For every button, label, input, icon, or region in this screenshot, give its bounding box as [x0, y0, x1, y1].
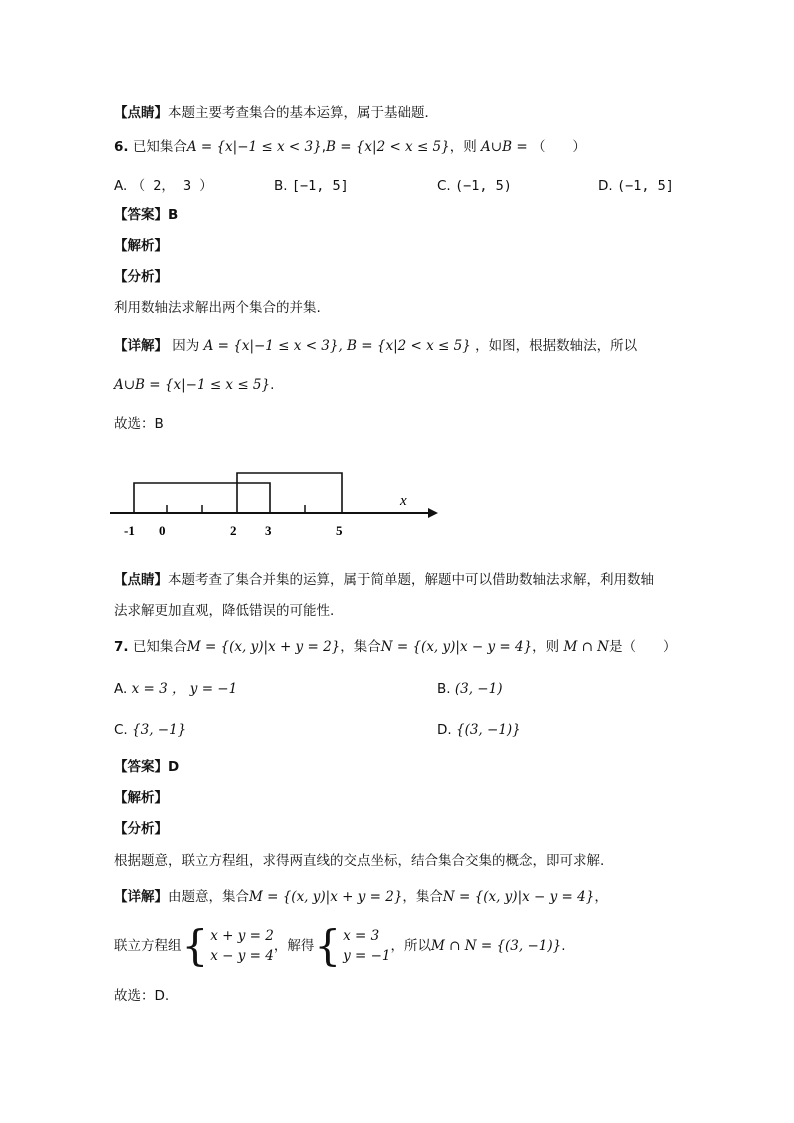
- left-brace-1: {: [181, 921, 209, 970]
- xiangjie-prefix: 由题意，集合: [168, 889, 249, 905]
- q6-guxuan: 故选：B: [114, 416, 164, 432]
- solution-system: [341, 926, 390, 966]
- dianjing-text: 本题主要考查集合的基本运算，属于基础题．: [168, 105, 438, 121]
- option-letter: B.: [274, 178, 288, 194]
- q6-fenxi-text: 利用数轴法求解出两个集合的并集.: [114, 300, 321, 316]
- q7-option-c: [114, 720, 186, 740]
- jiede-text: ，解得: [273, 938, 315, 954]
- q7-number: 7.: [114, 639, 129, 655]
- q6-blank: （ ）: [531, 139, 586, 155]
- option-text: {(3, −1)}: [455, 722, 521, 738]
- solution-2: y = −1: [343, 948, 391, 964]
- q7-inter-expr: M ∩ N: [563, 639, 609, 655]
- xiangjie-sets: A = {x|−1 ≤ x < 3}, B = {x|2 < x ≤ 5}: [203, 338, 471, 354]
- q6-fenxi-tag: 【分析】: [114, 269, 168, 285]
- left-brace-2: {: [314, 921, 342, 970]
- q6-answer: [114, 205, 178, 225]
- q5-dianjing: [114, 103, 438, 123]
- equation-1: x + y = 2: [210, 928, 274, 944]
- option-letter: D.: [437, 722, 452, 738]
- option-text: (−1, 5): [455, 178, 512, 194]
- dianjing-tag: 【点睛】: [114, 105, 168, 121]
- tick-label-0: 0: [159, 523, 166, 538]
- option-letter: B.: [437, 681, 451, 697]
- tick-label-neg1: -1: [124, 523, 135, 538]
- answer-value: D: [168, 759, 180, 775]
- option-text: [−1, 5]: [291, 178, 349, 194]
- option-letter: D.: [598, 178, 613, 194]
- q6-xiangjie: [114, 336, 637, 356]
- dianjing-tag: 【点睛】: [114, 572, 168, 588]
- answer-tag: 【答案】: [114, 759, 168, 775]
- xiangjie-mid: ，集合: [402, 889, 443, 905]
- q7-option-d: [437, 720, 521, 740]
- tick-label-5: 5: [336, 523, 343, 538]
- q7-option-a: [114, 679, 237, 699]
- q6-set-b: B = {x|2 < x ≤ 5}: [326, 139, 450, 155]
- option-letter: A.: [114, 681, 128, 697]
- xiangjie-m: M = {(x, y)|x + y = 2}: [249, 889, 403, 905]
- q6-option-a: [114, 176, 213, 196]
- set-b-bracket: [237, 473, 342, 513]
- option-text: x = 3 ， y = −1: [131, 681, 238, 697]
- q6-option-b: [274, 176, 349, 196]
- q6-stem: 6. 已知集合A = {x|−1 ≤ x < 3},B = {x|2 < x ≤ 5}，则 A∪B = （ ）: [114, 139, 586, 155]
- q7-system-line: [114, 921, 566, 970]
- q6-number: 6.: [114, 139, 129, 155]
- q6-option-d: [598, 176, 674, 196]
- q6-stem-prefix: 已知集合: [132, 139, 187, 155]
- q7-guxuan: 故选：D.: [114, 988, 170, 1004]
- q6-result: [114, 375, 274, 395]
- q7-option-b: [437, 679, 502, 699]
- q6-dianjing-line1: [114, 570, 654, 590]
- q6-dianjing-line2: 法求解更加直观，降低错误的可能性.: [114, 603, 335, 619]
- tick-label-2: 2: [230, 523, 237, 538]
- xiangjie-end: ，: [594, 889, 608, 905]
- q7-stem-prefix: 已知集合: [132, 639, 187, 655]
- q7-stem: [114, 637, 677, 657]
- q7-set-m: M = {(x, y)|x + y = 2}: [186, 639, 341, 655]
- xiangjie-tag: 【详解】: [114, 889, 168, 905]
- xiangjie-prefix: 因为: [172, 338, 200, 354]
- q7-set-n: N = {(x, y)|x − y = 4}: [380, 639, 533, 655]
- axis-arrow: [428, 508, 438, 518]
- q6-jiexi-tag: 【解析】: [114, 238, 168, 254]
- equation-2: x − y = 4: [210, 948, 274, 964]
- q7-fenxi-tag: 【分析】: [114, 821, 168, 837]
- option-text: {3, −1}: [132, 722, 187, 738]
- final-end: .: [561, 938, 566, 954]
- q6-stem-suffix: ，则: [449, 139, 477, 155]
- number-line-figure: [110, 465, 440, 545]
- answer-value: B: [168, 207, 179, 223]
- option-text: (−1, 5]: [616, 178, 674, 194]
- option-letter: A.: [114, 178, 128, 194]
- q7-xiangjie: [114, 887, 608, 907]
- dianjing-text: 本题考查了集合并集的运算，属于简单题，解题中可以借助数轴法求解，利用数轴: [168, 572, 654, 588]
- q6-union-expr: A∪B =: [481, 139, 528, 155]
- option-letter: C.: [114, 722, 128, 738]
- q7-fenxi-text: 根据题意，联立方程组，求得两直线的交点坐标，结合集合交集的概念，即可求解.: [114, 853, 605, 869]
- q7-jiexi-tag: 【解析】: [114, 790, 168, 806]
- q7-mid: ，集合: [340, 639, 381, 655]
- result-expr: A∪B = {x|−1 ≤ x ≤ 5}: [114, 377, 271, 393]
- q7-answer: [114, 757, 179, 777]
- xiangjie-n: N = {(x, y)|x − y = 4}: [442, 889, 595, 905]
- final-result: M ∩ N = {(3, −1)}: [431, 938, 562, 954]
- xiangjie-suffix: ，如图，根据数轴法，所以: [475, 338, 638, 354]
- option-text: (3, −1): [454, 681, 503, 697]
- xiangjie-tag: 【详解】: [114, 338, 168, 354]
- suoyi-text: ，所以: [390, 938, 432, 954]
- solution-1: x = 3: [343, 928, 380, 944]
- answer-tag: 【答案】: [114, 207, 168, 223]
- q6-set-a: A = {x|−1 ≤ x < 3}: [186, 139, 322, 155]
- tick-label-3: 3: [265, 523, 272, 538]
- lianli-text: 联立方程组: [114, 938, 182, 954]
- q6-option-c: [437, 176, 512, 196]
- result-end: .: [270, 377, 275, 393]
- q7-stem-suffix: ，则: [532, 639, 560, 655]
- option-letter: C.: [437, 178, 451, 194]
- axis-var: x: [400, 493, 407, 509]
- option-text: （ 2， 3 ）: [131, 178, 213, 194]
- q7-stem-end: 是（ ）: [609, 639, 677, 655]
- equation-system: [208, 926, 274, 966]
